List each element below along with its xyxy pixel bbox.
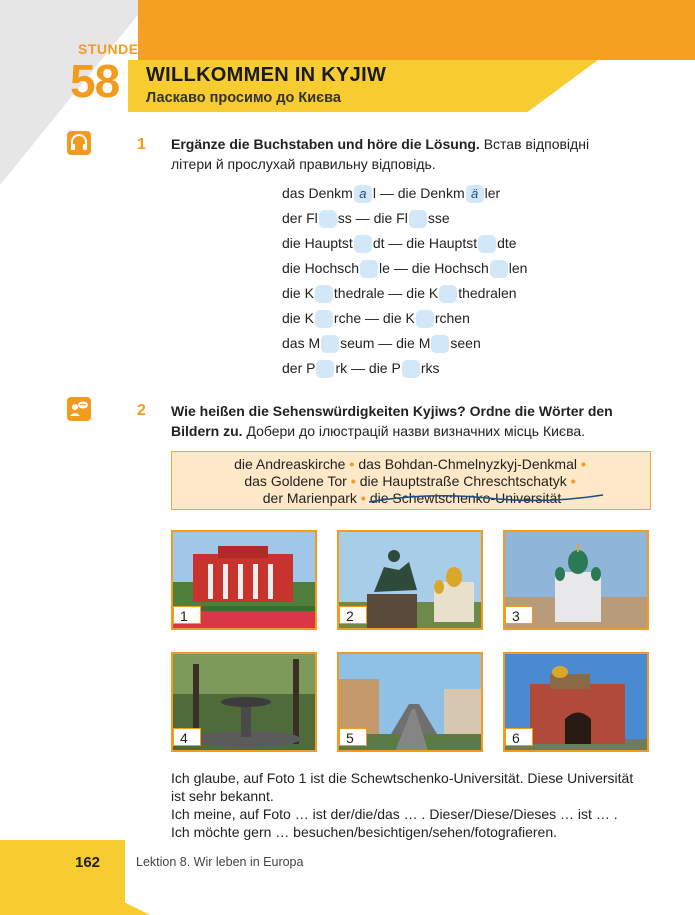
photo-church[interactable]	[503, 530, 649, 630]
header-bar	[138, 0, 695, 60]
word-pair	[282, 208, 450, 228]
letter-blank[interactable]	[315, 310, 333, 328]
sentence: Ich möchte gern … besuchen/besichtigen/sehen/fotografieren.	[171, 824, 558, 840]
word-pair	[282, 308, 470, 328]
lesson-number: 58	[70, 55, 120, 107]
word-pair	[282, 233, 517, 253]
photo-park[interactable]	[171, 652, 317, 752]
photo-monument[interactable]	[337, 530, 483, 630]
word-fragment: die K	[282, 310, 314, 326]
sentence: Ich meine, auf Foto … ist der/die/das … . Dieser/Diese/Dieses … ist … .	[171, 806, 618, 822]
word-fragment: rk — die P	[335, 360, 401, 376]
word-fragment: thedrale — die K	[333, 285, 439, 301]
word-option[interactable]: die Schewtschenko-Universität	[369, 490, 562, 506]
task-instruction	[171, 134, 651, 174]
instruction-ua: Добери до ілюстрацій назви визначних місць Києва.	[242, 423, 586, 439]
word-box: die Andreaskirche • das Bohdan-Chmelnyzkyj-Denkmal • das Goldene Tor • die Hauptstraße Chreschtschatyk • der Marienpark • die Schewtschenko-Universität	[171, 451, 651, 510]
word-fragment: len	[508, 260, 528, 276]
letter-blank[interactable]	[354, 235, 372, 253]
word-fragment: dt — die Hauptst	[372, 235, 478, 251]
page-title: WILLKOMMEN IN KYJIW	[146, 64, 387, 86]
word-fragment: der Fl	[282, 210, 318, 226]
letter-blank[interactable]	[439, 285, 457, 303]
stunde-label: STUNDE	[78, 41, 139, 57]
word-fragment: le — die Hochsch	[379, 260, 489, 276]
letter-blank[interactable]: ä	[466, 185, 484, 203]
photo-number: 3	[505, 606, 533, 624]
task-number: 1	[137, 136, 146, 153]
lesson-caption: Lektion 8. Wir leben in Europa	[136, 855, 304, 869]
letter-blank[interactable]	[316, 360, 334, 378]
sentence: Ich glaube, auf Foto 1 ist die Schewtschenko-Universität. Diese Universität	[171, 770, 634, 786]
word-option[interactable]: das Goldene Tor	[244, 473, 347, 489]
letter-blank[interactable]	[416, 310, 434, 328]
speech-people-icon	[67, 397, 91, 421]
word-fragment: rks	[420, 360, 440, 376]
page-subtitle: Ласкаво просимо до Києва	[146, 90, 341, 106]
photo-university[interactable]	[171, 530, 317, 630]
task-number: 2	[137, 402, 146, 419]
example-sentences	[171, 769, 651, 841]
word-fragment: dte	[497, 235, 517, 251]
word-fragment: l — die Denkm	[372, 185, 465, 201]
word-fragment: rchen	[434, 310, 470, 326]
task-instruction	[171, 401, 651, 441]
word-pair	[282, 183, 500, 203]
word-fragment: thedralen	[458, 285, 517, 301]
letter-blank[interactable]	[402, 360, 420, 378]
sentence: ist sehr bekannt.	[171, 788, 274, 804]
letter-blank[interactable]	[490, 260, 508, 278]
word-fragment: das Denkm	[282, 185, 353, 201]
letter-blank[interactable]	[360, 260, 378, 278]
word-fragment: ler	[484, 185, 501, 201]
word-fragment: die Hauptst	[282, 235, 353, 251]
letter-blank[interactable]	[321, 335, 339, 353]
word-pair	[282, 358, 440, 378]
word-fragment: das M	[282, 335, 321, 351]
letter-blank[interactable]	[315, 285, 333, 303]
photo-number: 2	[339, 606, 367, 624]
letter-blank[interactable]	[431, 335, 449, 353]
letter-blank[interactable]	[409, 210, 427, 228]
photo-golden-gate[interactable]	[503, 652, 649, 752]
word-fragment: die K	[282, 285, 314, 301]
word-fragment: seum — die M	[340, 335, 431, 351]
instruction-ua: Встав відповідні	[479, 136, 590, 152]
word-fragment: der P	[282, 360, 316, 376]
photo-number: 5	[339, 728, 367, 746]
photo-number: 4	[173, 728, 201, 746]
word-pair	[282, 258, 527, 278]
letter-blank[interactable]	[478, 235, 496, 253]
instruction-de-cont: Bildern zu.	[171, 423, 243, 439]
word-pair	[282, 333, 481, 353]
word-fragment: die Hochsch	[282, 260, 360, 276]
word-fragment: ss — die Fl	[337, 210, 408, 226]
word-fragment: sse	[427, 210, 450, 226]
instruction-de: Wie heißen die Sehenswürdigkeiten Kyjiws? Ordne die Wörter den	[171, 403, 613, 419]
photo-number: 1	[173, 606, 201, 624]
handwritten-underline	[367, 490, 607, 506]
photo-number: 6	[505, 728, 533, 746]
word-option[interactable]: die Andreaskirche	[234, 456, 346, 472]
letter-blank[interactable]: a	[354, 185, 372, 203]
word-option[interactable]: das Bohdan-Chmelnyzkyj-Denkmal	[358, 456, 577, 472]
instruction-de: Ergänze die Buchstaben und höre die Lösung.	[171, 136, 480, 152]
word-fragment: seen	[450, 335, 481, 351]
word-pair	[282, 283, 517, 303]
letter-blank[interactable]	[319, 210, 337, 228]
photo-street[interactable]	[337, 652, 483, 752]
word-option[interactable]: der Marienpark	[262, 490, 357, 506]
word-fragment: rche — die K	[333, 310, 415, 326]
headphones-icon[interactable]	[67, 131, 91, 155]
page-number: 162	[75, 854, 101, 871]
instruction-ua-cont: літери й прослухай правильну відповідь.	[171, 156, 436, 172]
word-option[interactable]: die Hauptstraße Chreschtschatyk	[359, 473, 567, 489]
